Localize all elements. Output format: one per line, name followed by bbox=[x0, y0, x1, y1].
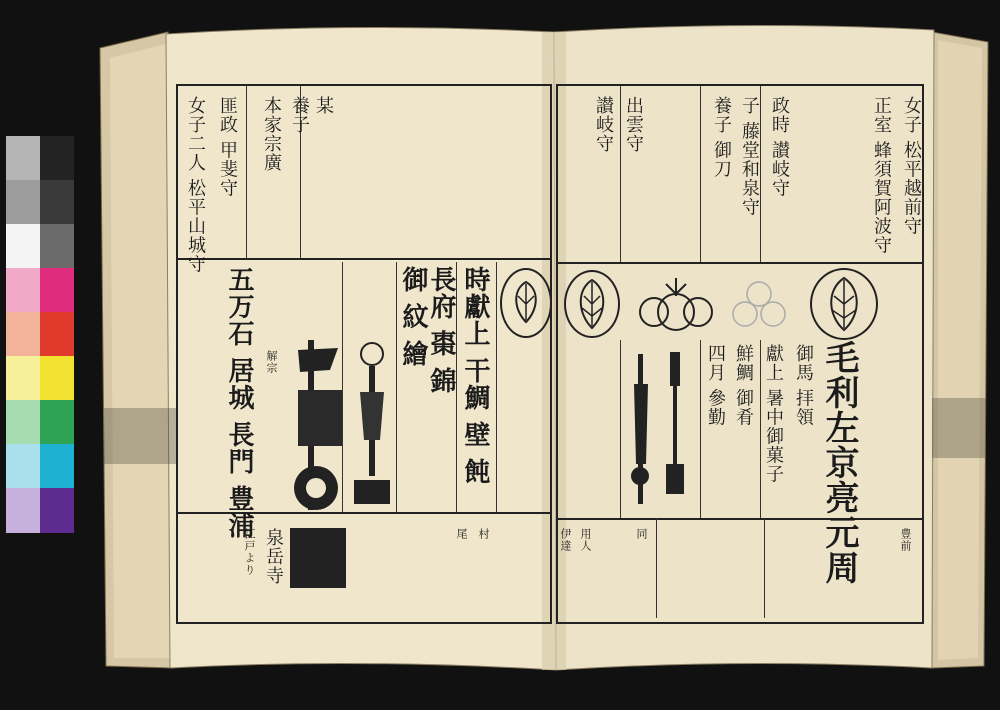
right-headline-2: 鮮鯛 御肴 bbox=[733, 344, 754, 427]
left-small-4: 村 bbox=[477, 528, 490, 540]
paulownia-crest-icon bbox=[634, 272, 718, 336]
left-small-3: 江戸より bbox=[243, 528, 256, 576]
left-top-entry-3: 本家宗廣 bbox=[261, 96, 282, 172]
right-divider bbox=[556, 262, 922, 264]
right-headline-1: 獻上 暑中御菓子 bbox=[763, 344, 784, 484]
color-swatch bbox=[40, 312, 74, 357]
color-swatch bbox=[6, 180, 40, 225]
right-top-entry-1: 女子 松平越前守 bbox=[901, 96, 922, 236]
color-swatch bbox=[6, 400, 40, 445]
color-swatch bbox=[6, 224, 40, 269]
right-top-entry-3: 政時 讃岐守 bbox=[769, 96, 790, 198]
color-swatch bbox=[6, 312, 40, 357]
left-headline-3: 御 紋 繪 bbox=[398, 266, 428, 368]
color-swatch bbox=[40, 224, 74, 269]
left-small-1: 解宗 bbox=[265, 350, 278, 374]
left-headline-1: 時獻上 干鯛 壁 飩 bbox=[460, 266, 490, 486]
color-swatch bbox=[6, 268, 40, 313]
right-top-entry-4: 子 藤堂和泉守 bbox=[739, 96, 760, 217]
tassel-emblem bbox=[350, 340, 394, 510]
color-swatch bbox=[40, 268, 74, 313]
color-swatch bbox=[6, 444, 40, 489]
stamp-block bbox=[290, 528, 346, 588]
banner-emblem bbox=[290, 330, 350, 520]
color-swatch bbox=[40, 444, 74, 489]
faint-crest-icon bbox=[732, 278, 786, 328]
crest-icon-1 bbox=[564, 270, 620, 338]
left-headline-4: 五万石 居城 長門 豊浦 bbox=[224, 266, 254, 540]
right-small-2: 同 bbox=[635, 528, 648, 540]
color-swatch bbox=[6, 488, 40, 533]
left-top-entry-4: 養子 bbox=[289, 96, 310, 134]
color-swatch bbox=[6, 356, 40, 401]
color-swatch bbox=[40, 488, 74, 533]
color-swatch bbox=[40, 356, 74, 401]
right-headline-4: 御馬 拝領 bbox=[793, 344, 814, 427]
crest-icon-2 bbox=[810, 268, 878, 340]
left-divider bbox=[176, 258, 550, 260]
crest-icon-left bbox=[500, 268, 552, 338]
color-swatch bbox=[40, 136, 74, 181]
left-small-2: 泉岳寺 bbox=[263, 528, 284, 585]
color-swatch bbox=[40, 180, 74, 225]
right-small-1: 豊前 bbox=[899, 528, 912, 552]
right-headline-3: 四月 參勤 bbox=[705, 344, 726, 427]
color-swatch bbox=[6, 136, 40, 181]
color-swatch bbox=[40, 400, 74, 445]
right-top-entry-5: 養子 御刀 bbox=[711, 96, 732, 179]
right-top-entry-2: 正室 蜂須賀阿波守 bbox=[871, 96, 892, 255]
daimyo-name: 毛利左京亮元周 bbox=[819, 340, 859, 585]
right-divider-lower bbox=[556, 518, 922, 520]
spear-emblem bbox=[622, 344, 696, 508]
left-top-entry-5: 某 bbox=[313, 96, 334, 115]
left-small-5: 尾 bbox=[455, 528, 468, 540]
color-calibration-chart bbox=[6, 136, 74, 536]
right-top-entry-7: 讃岐守 bbox=[593, 96, 614, 153]
right-small-4: 伊達 bbox=[559, 528, 572, 552]
right-top-entry-6: 出雲守 bbox=[623, 96, 644, 153]
left-top-entry-1: 女子二人 松平山城守 bbox=[185, 96, 206, 274]
left-top-entry-2: 匪政 甲斐守 bbox=[217, 96, 238, 198]
left-headline-2: 長府 棗 錦 bbox=[426, 266, 456, 395]
right-small-3: 用人 bbox=[579, 528, 592, 552]
